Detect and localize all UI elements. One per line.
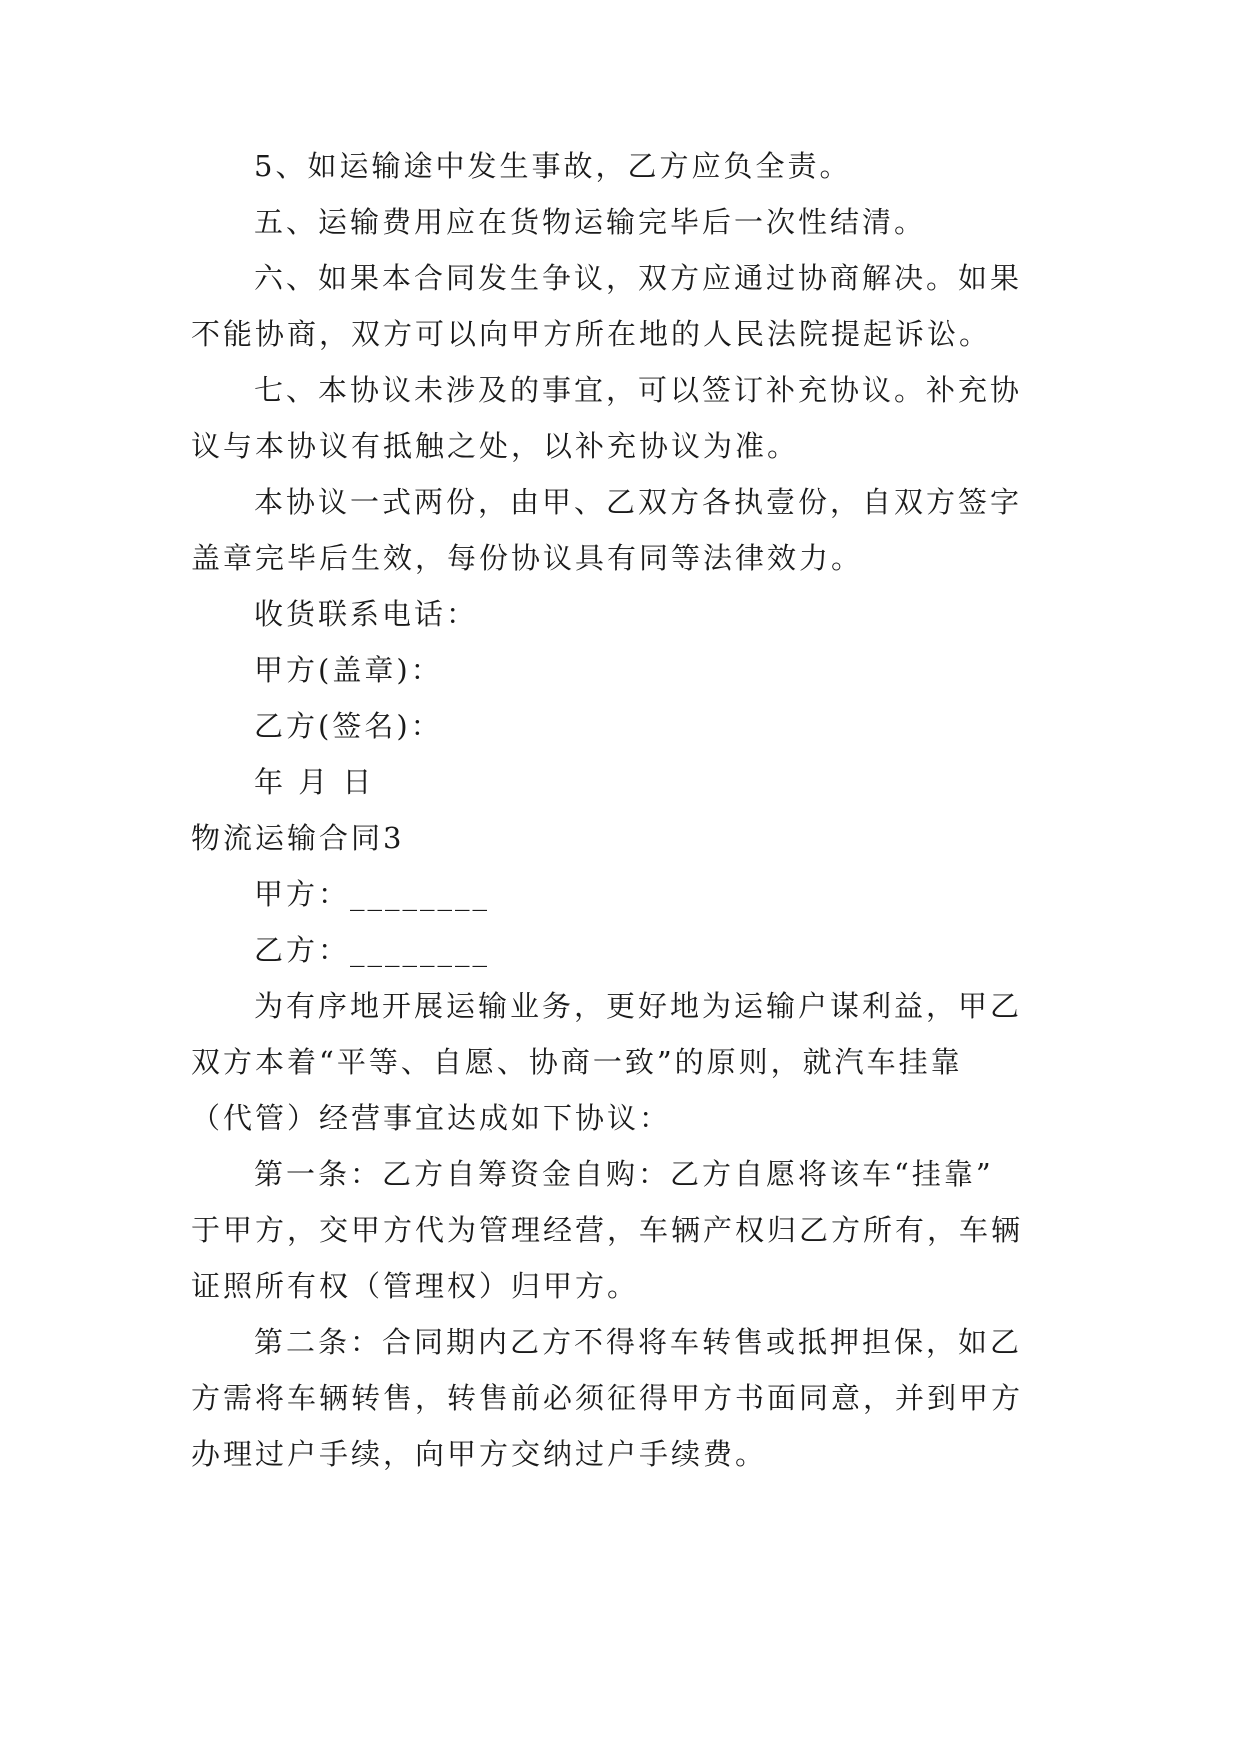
text-line: 为有序地开展运输业务，更好地为运输户谋利益，甲乙	[254, 989, 1023, 1023]
text-line: 盖章完毕后生效，每份协议具有同等法律效力。	[191, 541, 864, 575]
text-line: （代管）经营事宜达成如下协议：	[191, 1101, 672, 1135]
date-line: 年 月 日	[254, 765, 375, 799]
text-line: 收货联系电话：	[254, 597, 479, 631]
text-line: 办理过户手续，向甲方交纳过户手续费。	[191, 1437, 768, 1471]
text-line: 不能协商，双方可以向甲方所在地的人民法院提起诉讼。	[191, 317, 992, 351]
text-line: 甲方(盖章)：	[254, 653, 443, 687]
text-line: 六、如果本合同发生争议，双方应通过协商解决。如果	[254, 261, 1023, 295]
text-line: 于甲方，交甲方代为管理经营，车辆产权归乙方所有，车辆	[191, 1213, 1024, 1247]
text-line: 乙方(签名)：	[254, 709, 443, 743]
text-line: 第二条：合同期内乙方不得将车转售或抵押担保，如乙	[254, 1325, 1023, 1359]
text-line: 本协议一式两份，由甲、乙双方各执壹份，自双方签字	[254, 485, 1023, 519]
section-title: 物流运输合同3	[191, 821, 405, 855]
text-line: 五、运输费用应在货物运输完毕后一次性结清。	[254, 205, 927, 239]
text-line: 双方本着“平等、自愿、协商一致”的原则，就汽车挂靠	[191, 1045, 963, 1079]
text-line: 七、本协议未涉及的事宜，可以签订补充协议。补充协	[254, 373, 1023, 407]
text-line: 第一条：乙方自筹资金自购：乙方自愿将该车“挂靠”	[254, 1157, 994, 1191]
text-line: 议与本协议有抵触之处，以补充协议为准。	[191, 429, 800, 463]
party-b-line: 乙方：________	[254, 933, 491, 967]
text-line: 方需将车辆转售，转售前必须征得甲方书面同意，并到甲方	[191, 1381, 1024, 1415]
text-line: 证照所有权（管理权）归甲方。	[191, 1269, 640, 1303]
text-line: 5、如运输途中发生事故，乙方应负全责。	[254, 149, 852, 183]
party-a-line: 甲方：________	[254, 877, 491, 911]
